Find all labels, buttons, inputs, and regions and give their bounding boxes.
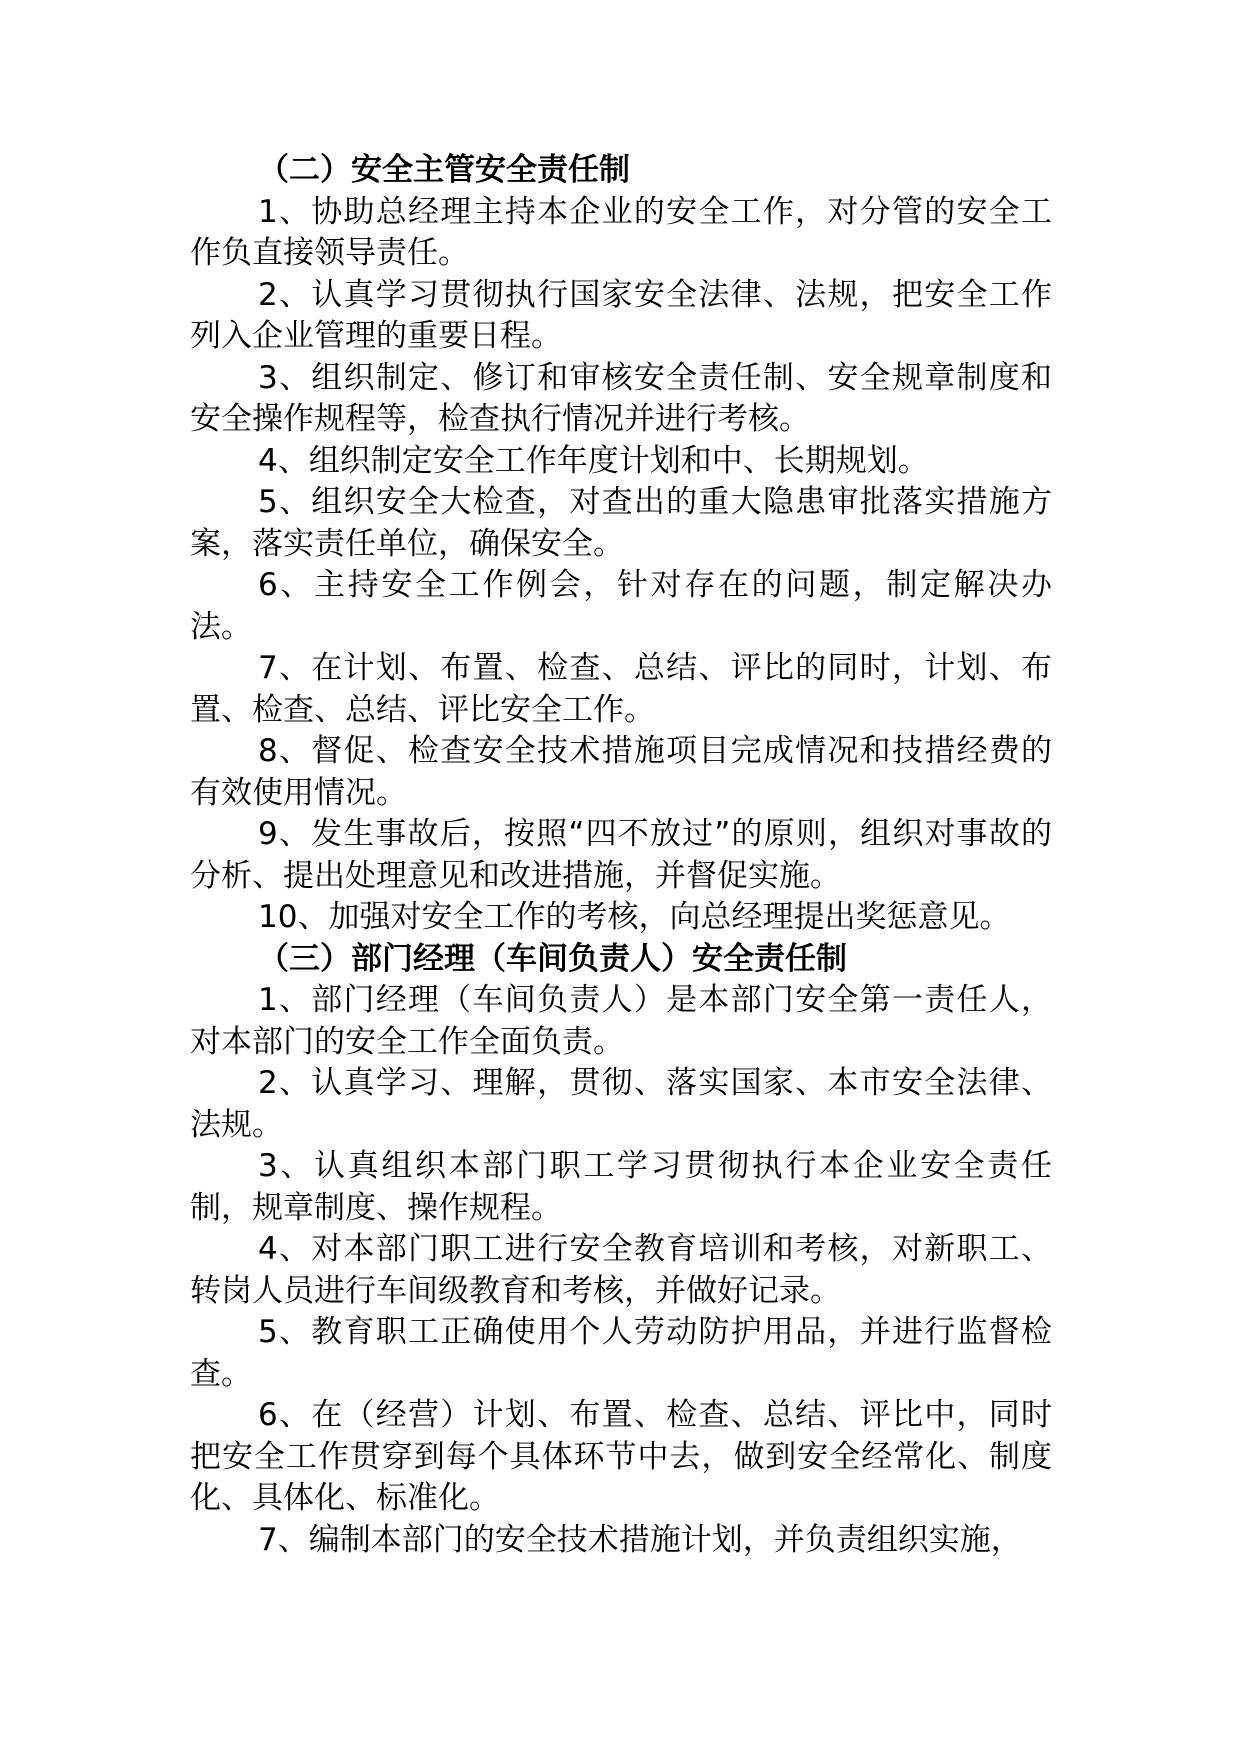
section2-item-3: 3、组织制定、修订和审核安全责任制、安全规章制度和安全操作规程等，检查执行情况并进行考核。 [190,359,1052,437]
section3-item-6: 6、在（经营）计划、布置、检查、总结、评比中，同时把安全工作贯穿到每个具体环节中去，做到安全经常化、制度化、具体化、标准化。 [190,1397,1052,1516]
section3-item-3: 3、认真组织本部门职工学习贯彻执行本企业安全责任制，规章制度、操作规程。 [190,1148,1052,1226]
section2-item-10: 10、加强对安全工作的考核，向总经理提出奖惩意见。 [258,899,1011,935]
section3-item-7: 7、编制本部门的安全技术措施计划，并负责组织实施， [258,1521,1022,1558]
section-heading-safety-supervisor: （二）安全主管安全责任制 [258,152,630,188]
section2-item-1: 1、协助总经理主持本企业的安全工作，对分管的安全工作负直接领导责任。 [190,193,1052,271]
section2-item-5: 5、组织安全大检查，对查出的重大隐患审批落实措施方案，落实责任单位，确保安全。 [190,484,1052,562]
section2-item-4: 4、组织制定安全工作年度计划和中、长期规划。 [258,442,929,479]
section-heading-department-manager: （三）部门经理（车间负责人）安全责任制 [258,940,847,977]
section3-item-4: 4、对本部门职工进行安全教育培训和考核，对新职工、转岗人员进行车间级教育和考核，并做好记录。 [190,1231,1052,1309]
section3-item-2: 2、认真学习、理解，贯彻、落实国家、本市安全法律、法规。 [190,1065,1052,1143]
section2-item-8: 8、督促、检查安全技术措施项目完成情况和技措经费的有效使用情况。 [190,733,1052,811]
section3-item-5: 5、教育职工正确使用个人劳动防护用品，并进行监督检查。 [190,1314,1052,1392]
document-page [190,150,1052,1561]
section3-item-1: 1、部门经理（车间负责人）是本部门安全第一责任人，对本部门的安全工作全面负责。 [190,982,1052,1060]
section2-item-9: 9、发生事故后，按照“四不放过”的原则，组织对事故的分析、提出处理意见和改进措施，并督促实施。 [190,816,1052,894]
section2-item-6: 6、主持安全工作例会，针对存在的问题，制定解决办法。 [190,567,1052,645]
section2-item-7: 7、在计划、布置、检查、总结、评比的同时，计划、布置、检查、总结、评比安全工作。 [190,650,1052,728]
section2-item-2: 2、认真学习贯彻执行国家安全法律、法规，把安全工作列入企业管理的重要日程。 [190,276,1052,354]
